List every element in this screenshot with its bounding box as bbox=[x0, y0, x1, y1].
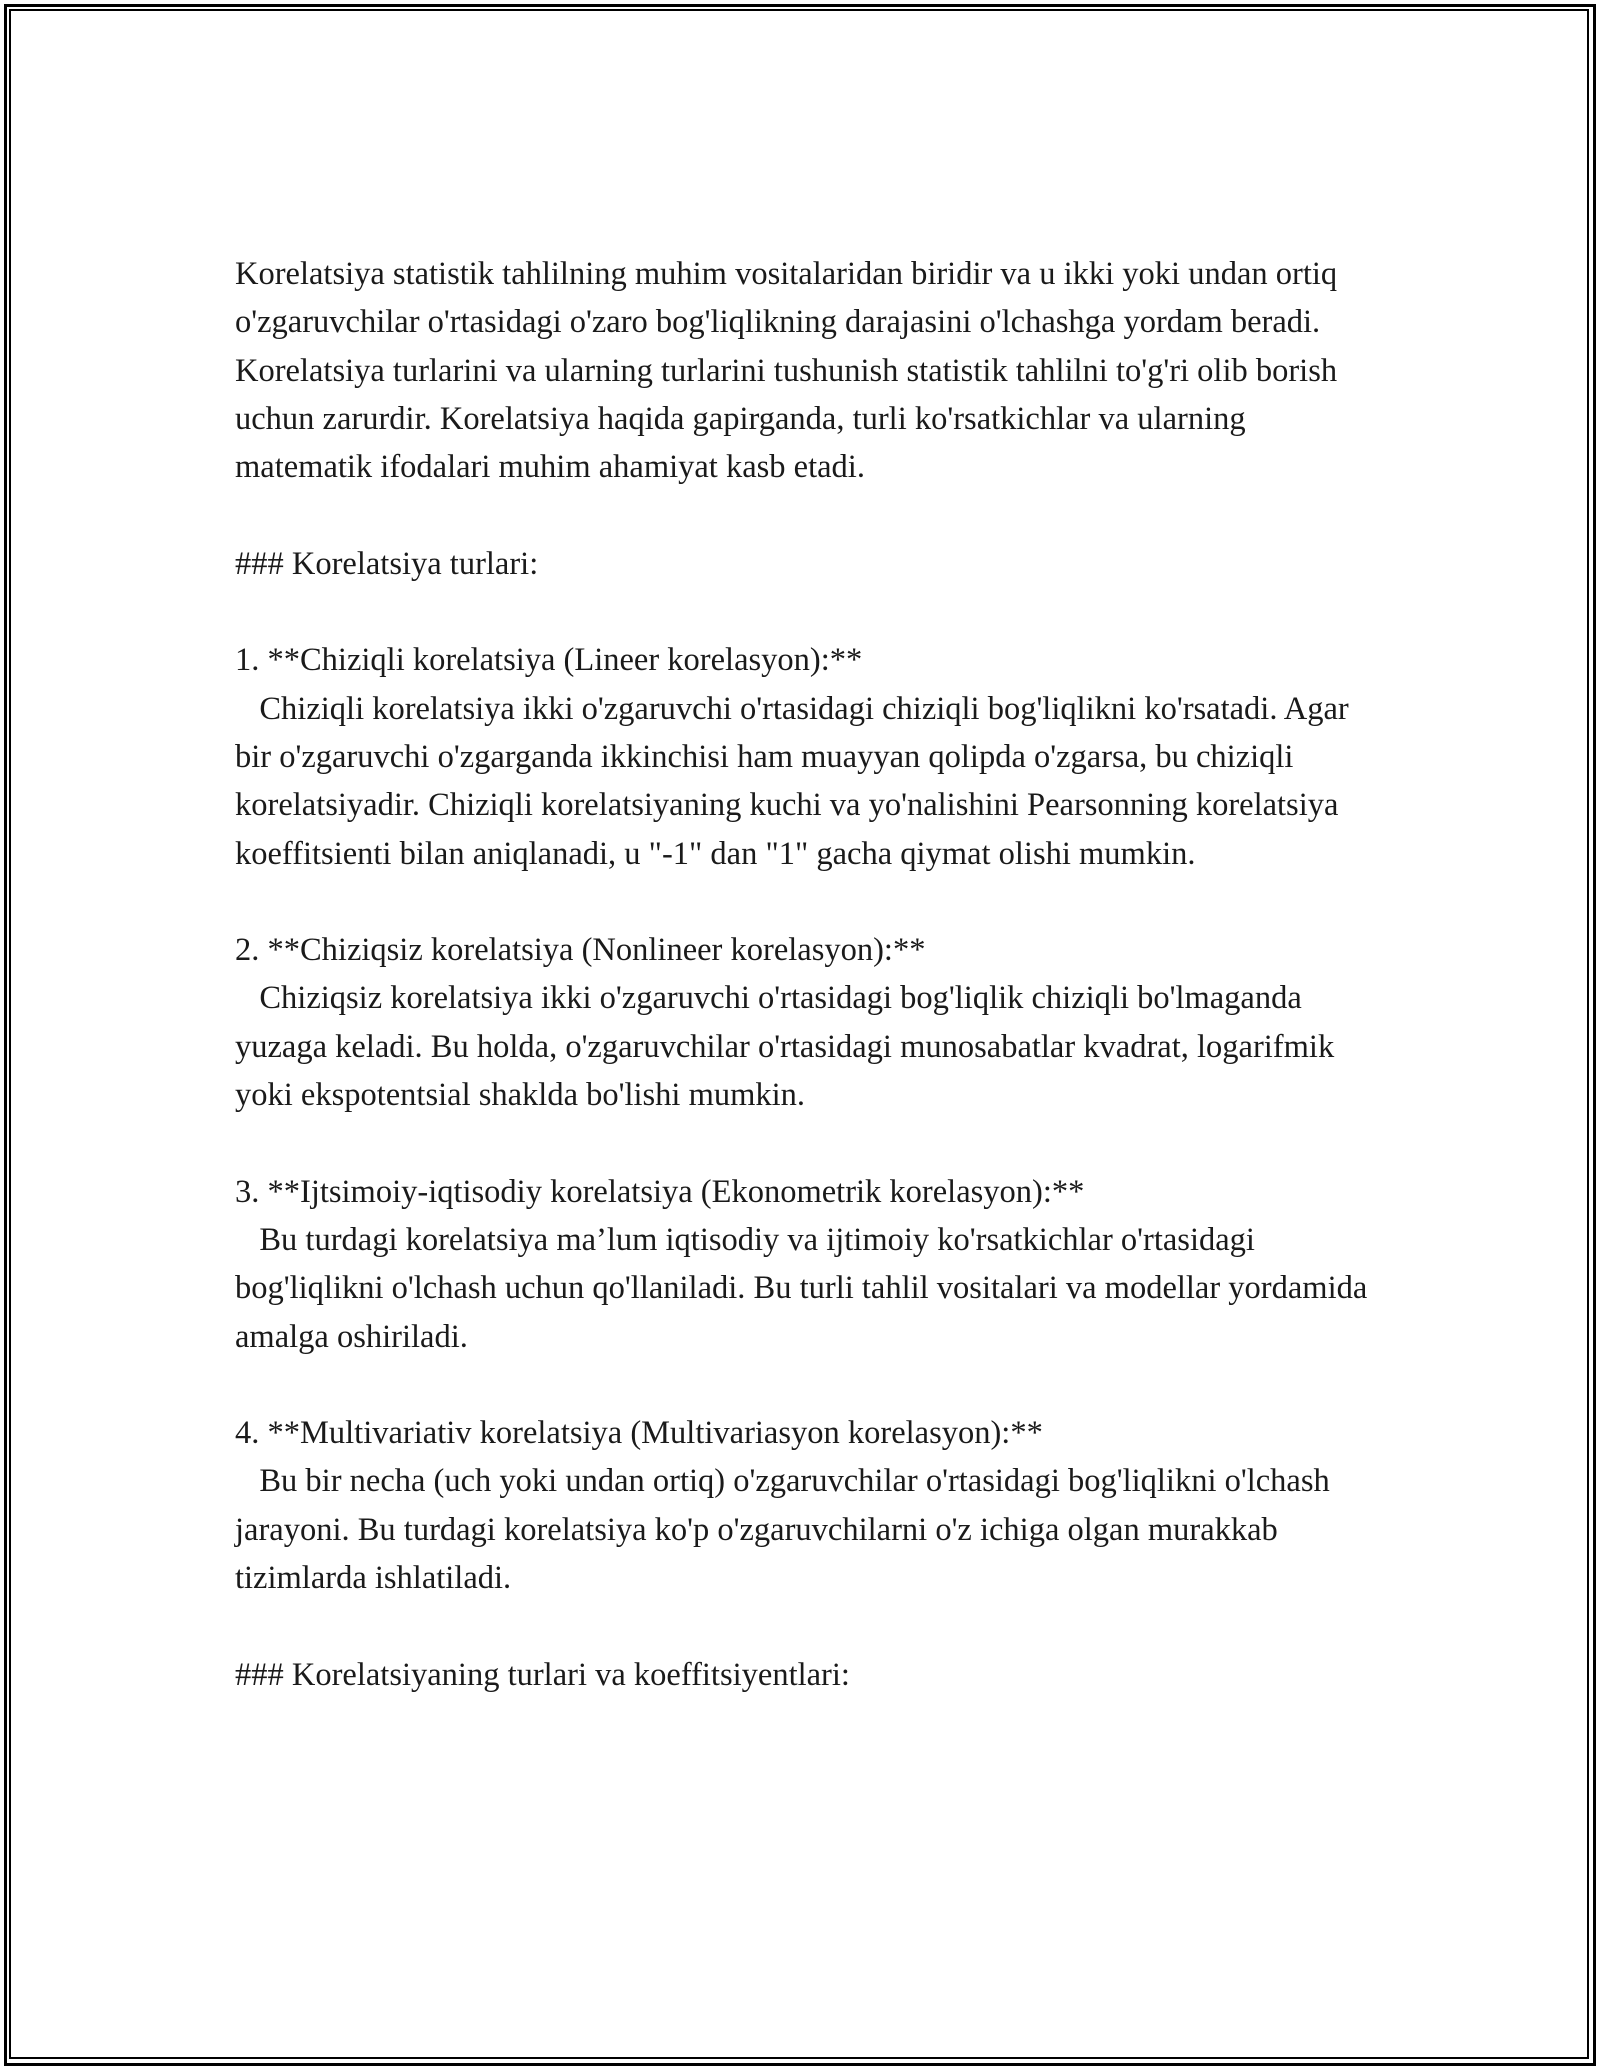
list-item-title: 1. **Chiziqli korelatsiya (Lineer korelasyon):** bbox=[235, 642, 863, 679]
section-heading-korelatsiya-turlari: ### Korelatsiya turlari: bbox=[235, 545, 539, 582]
list-item bbox=[235, 1409, 1385, 1602]
document-body bbox=[235, 250, 1385, 1747]
list-item-body: Bu turdagi korelatsiya ma’lum iqtisodiy va ijtimoiy ko'rsatkichlar o'rtasidagi bog'liqlikni o'lchash uchun qo'llaniladi. Bu turli tahlil vositalari va modellar yordamida amalga oshiriladi. bbox=[235, 1221, 1376, 1355]
list-item bbox=[235, 1168, 1385, 1361]
list-item-body: Chiziqli korelatsiya ikki o'zgaruvchi o'rtasidagi chiziqli bog'liqlikni ko'rsatadi. Agar bir o'zgaruvchi o'zgarganda ikkinchisi ham muayyan qolipda o'zgarsa, bu chiziqli korelatsiyadir. Chiziqli korelatsiyaning kuchi va yo'nalishini Pearsonning korelatsiya koeffitsienti bilan aniqlanadi, u "-1" dan "1" gacha qiymat olishi mumkin. bbox=[235, 690, 1357, 872]
list-item-title: 3. **Ijtsimoiy-iqtisodiy korelatsiya (Ekonometrik korelasyon):** bbox=[235, 1173, 1085, 1210]
section-heading-koeffitsiyentlari: ### Korelatsiyaning turlari va koeffitsiyentlari: bbox=[235, 1656, 850, 1693]
list-item bbox=[235, 636, 1385, 877]
list-item-body: Bu bir necha (uch yoki undan ortiq) o'zgaruvchilar o'rtasidagi bog'liqlikni o'lchash jarayoni. Bu turdagi korelatsiya ko'p o'zgaruvchilarni o'z ichiga olgan murakkab tizimlarda ishlatiladi. bbox=[235, 1463, 1338, 1597]
list-item bbox=[235, 926, 1385, 1119]
list-item-body: Chiziqsiz korelatsiya ikki o'zgaruvchi o'rtasidagi bog'liqlik chiziqli bo'lmaganda yuzaga keladi. Bu holda, o'zgaruvchilar o'rtasidagi munosabatlar kvadrat, logarifmik yoki ekspotentsial shaklda bo'lishi mumkin. bbox=[235, 980, 1343, 1114]
list-item-title: 4. **Multivariativ korelatsiya (Multivariasyon korelasyon):** bbox=[235, 1415, 1043, 1452]
list-item-title: 2. **Chiziqsiz korelatsiya (Nonlineer korelasyon):** bbox=[235, 932, 926, 969]
intro-paragraph: Korelatsiya statistik tahlilning muhim vositalaridan biridir va u ikki yoki undan ortiq o'zgaruvchilar o'rtasidagi o'zaro bog'liqlikning darajasini o'lchashga yordam beradi. Korelatsiya turlarini va ularning turlarini tushunish statistik tahlilni to'g'ri olib borish uchun zarurdir. Korelatsiya haqida gapirganda, turli ko'rsatkichlar va ularning matematik ifodalari muhim ahamiyat kasb etadi. bbox=[235, 256, 1346, 486]
